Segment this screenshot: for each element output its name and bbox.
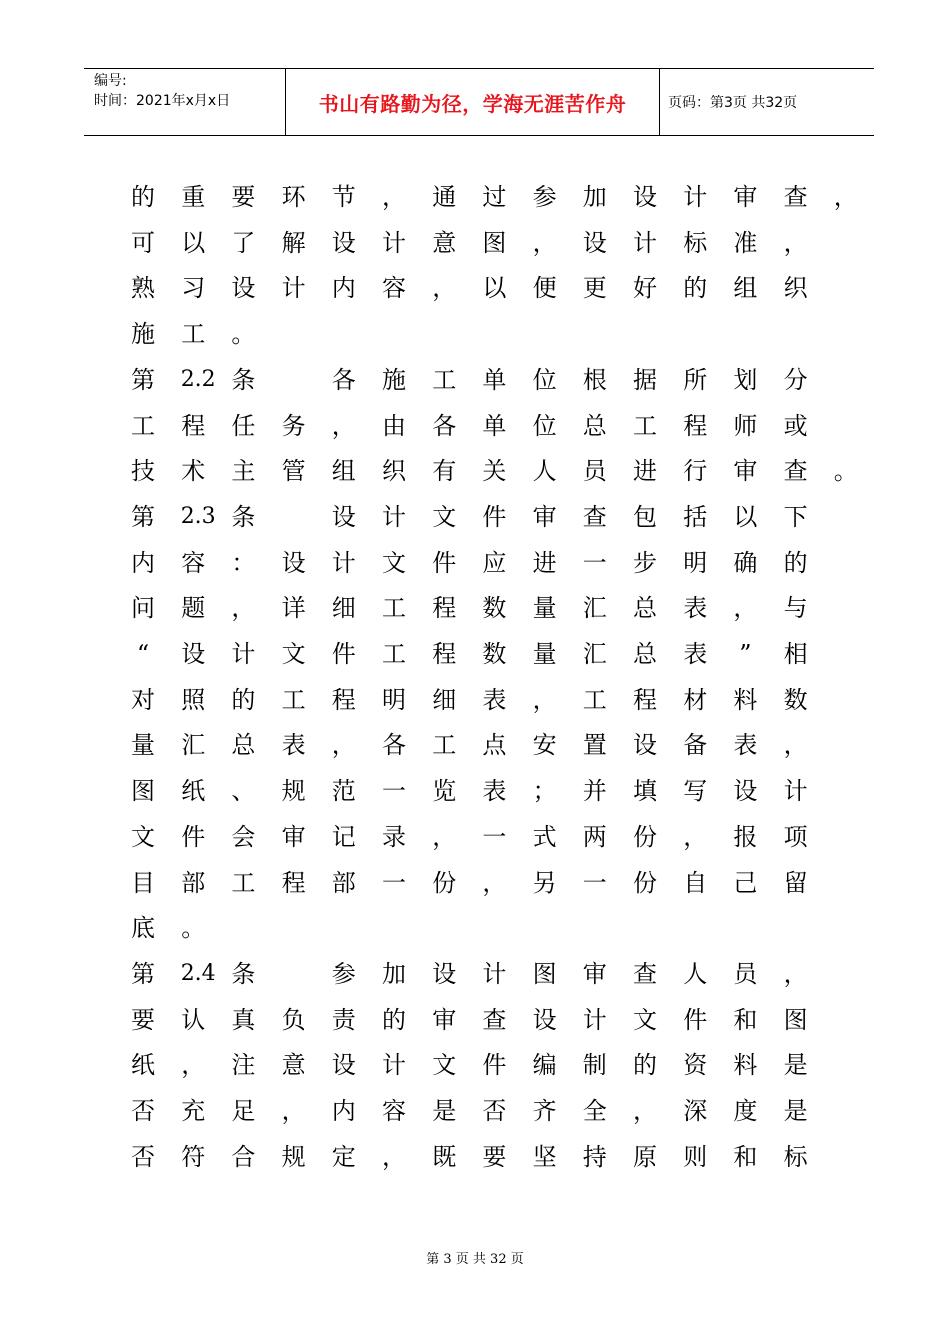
- header-motto-cell: [286, 69, 660, 135]
- body-line: “ 设 计 文 件 工 程 数 量 汇 总 表 ” 相: [136, 640, 808, 668]
- body-line: 可 以 了 解 设 计 意 图 ， 设 计 标 准 ，: [131, 228, 808, 257]
- header-meta-cell: [84, 69, 286, 135]
- body-line: 目 部 工 程 部 一 份 ， 另 一 份 自 己 留: [131, 868, 808, 897]
- serial-label: 编号:: [94, 73, 127, 89]
- body-line: 第 2.2 条 各 施 工 单 位 根 据 所 划 分: [131, 365, 808, 394]
- body-line: 工 程 任 务 ， 由 各 单 位 总 工 程 师 或: [131, 411, 808, 440]
- body-line: 问 题 ， 详 细 工 程 数 量 汇 总 表 ， 与: [131, 594, 808, 623]
- motto-text: 书山有路勤为径，学海无涯苦作舟: [318, 91, 627, 116]
- page-footer: 第 3 页 共 32 页: [426, 1252, 524, 1267]
- page-label: 页码：第3页 共32页: [668, 95, 798, 111]
- body-line: 第 2.3 条 设 计 文 件 审 查 包 括 以 下: [131, 502, 808, 531]
- page-header: [84, 68, 874, 136]
- body-line: 内 容 ： 设 计 文 件 应 进 一 步 明 确 的: [131, 548, 808, 577]
- header-page-cell: [660, 69, 874, 135]
- body-line: 对 照 的 工 程 明 细 表 ， 工 程 材 料 数: [131, 685, 808, 714]
- body-line: 要 认 真 负 责 的 审 查 设 计 文 件 和 图: [131, 1005, 808, 1034]
- body-line: 图 纸 、 规 范 一 览 表 ； 并 填 写 设 计: [131, 777, 808, 806]
- body-line: 文 件 会 审 记 录 ， 一 式 两 份 ， 报 项: [131, 822, 808, 851]
- body-line: 纸 ， 注 意 设 计 文 件 编 制 的 资 料 是: [131, 1051, 808, 1080]
- body-line: 的 重 要 环 节 ， 通 过 参 加 设 计 审 查 ，: [131, 183, 858, 211]
- body-line: 施 工 。: [131, 320, 256, 349]
- body-line: 技 术 主 管 组 织 有 关 人 员 进 行 审 查 。: [131, 457, 858, 486]
- body-line: 否 符 合 规 定 ， 既 要 坚 持 原 则 和 标: [131, 1142, 808, 1171]
- body-line: 第 2.4 条 参 加 设 计 图 审 查 人 员 ，: [131, 959, 808, 988]
- body-line: 否 充 足 ， 内 容 是 否 齐 全 ， 深 度 是: [131, 1097, 808, 1125]
- body-line: 量 汇 总 表 ， 各 工 点 安 置 设 备 表 ，: [131, 731, 808, 760]
- body-line: 熟 习 设 计 内 容 ， 以 便 更 好 的 组 织: [131, 274, 808, 303]
- body-line: 底 。: [131, 914, 206, 943]
- time-label: 时间：2021年x月x日: [94, 93, 231, 109]
